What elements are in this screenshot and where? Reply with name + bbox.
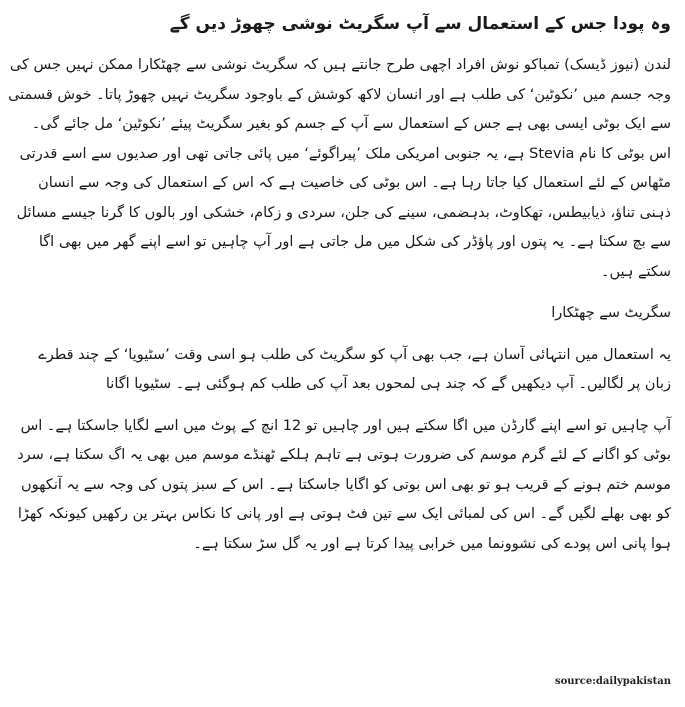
article-paragraph-growing: آپ چاہیں تو اسے اپنے گارڈن میں اگا سکتے ہیں اور چاہیں تو 12 انچ کے پوٹ میں اسے لگایا جاسکتا ہے۔ اس بوٹی کو اگانے کے لئے گرم موسم کی ضرورت ہوتی ہے تاہم ہلکے ٹھنڈے موسم میں بھی یہ اگ سکتا ہے، سرد موسم ختم ہونے کے قریب ہو تو بھی اس بوتی کو اگایا جاسکتا ہے۔ اس کے سبز پتوں کی وجہ سے یہ آنکھوں کو بھی بھلے لگیں گے۔ اس کی لمبائی ایک سے تین فٹ ہوتی ہے اور پانی کا نکاس بہتر ین رکھیں کیونکہ کھڑا ہوا پانی اس پودے کی نشوونما میں خرابی پیدا کرتا ہے اور یہ گل سڑ سکتا ہے۔ — [17, 417, 671, 552]
article — [8, 10, 671, 571]
article-paragraph-intro: لندن (نیوز ڈیسک) تمباکو نوش افراد اچھی طرح جانتے ہیں کہ سگریٹ نوشی سے چھٹکارا ممکن نہیں جس کی وجہ جسم میں ’نکوٹین‘ کی طلب ہے اور انسان لاکھ کوشش کے باوجود سگریٹ نہیں چھوڑ پاتا۔ خوش قسمتی سے ایک بوٹی ایسی بھی ہے جس کے استعمال سے آپ کے جسم کو بغیر سگریٹ پیئے ’نکوٹین‘ مل جائے گی۔ اس بوٹی کا نام Stevia ہے، یہ جنوبی امریکی ملک ’پیراگوئے‘ میں پائی جاتی تھی اور صدیوں سے اسے قدرتی مٹھاس کے لئے استعمال کیا جاتا رہا ہے۔ اس بوٹی کی خاصیت ہے کہ اس کے استعمال کی وجہ سے انسان ذہنی تناؤ، ذیابیطس، تھکاوٹ، بدہضمی، سینے کی جلن، سردی و زکام، خشکی اور بالوں کا گرنا جیسے مسائل سے بچ سکتا ہے۔ یہ پتوں اور پاؤڈر کی شکل میں مل جاتی ہے اور آپ چاہیں تو اسے اپنے گھر میں بھی اگا سکتے ہیں۔ — [8, 57, 671, 280]
source-credit: source:dailypakistan — [554, 676, 671, 687]
article-title: وہ پودا جس کے استعمال سے آپ سگریٹ نوشی چھوڑ دیں گے — [169, 14, 671, 34]
article-subheading: سگریٹ سے چھٹکارا — [551, 305, 671, 321]
article-paragraph-usage: یہ استعمال میں انتہائی آسان ہے، جب بھی آپ کو سگریٹ کی طلب ہو اسی وقت ’سٹیویا‘ کے چند قطرے زبان پر لگالیں۔ آپ دیکھیں گے کہ چند ہی لمحوں بعد آپ کی طلب کم ہوگئی ہے۔ سٹیویا اگانا — [38, 346, 671, 392]
